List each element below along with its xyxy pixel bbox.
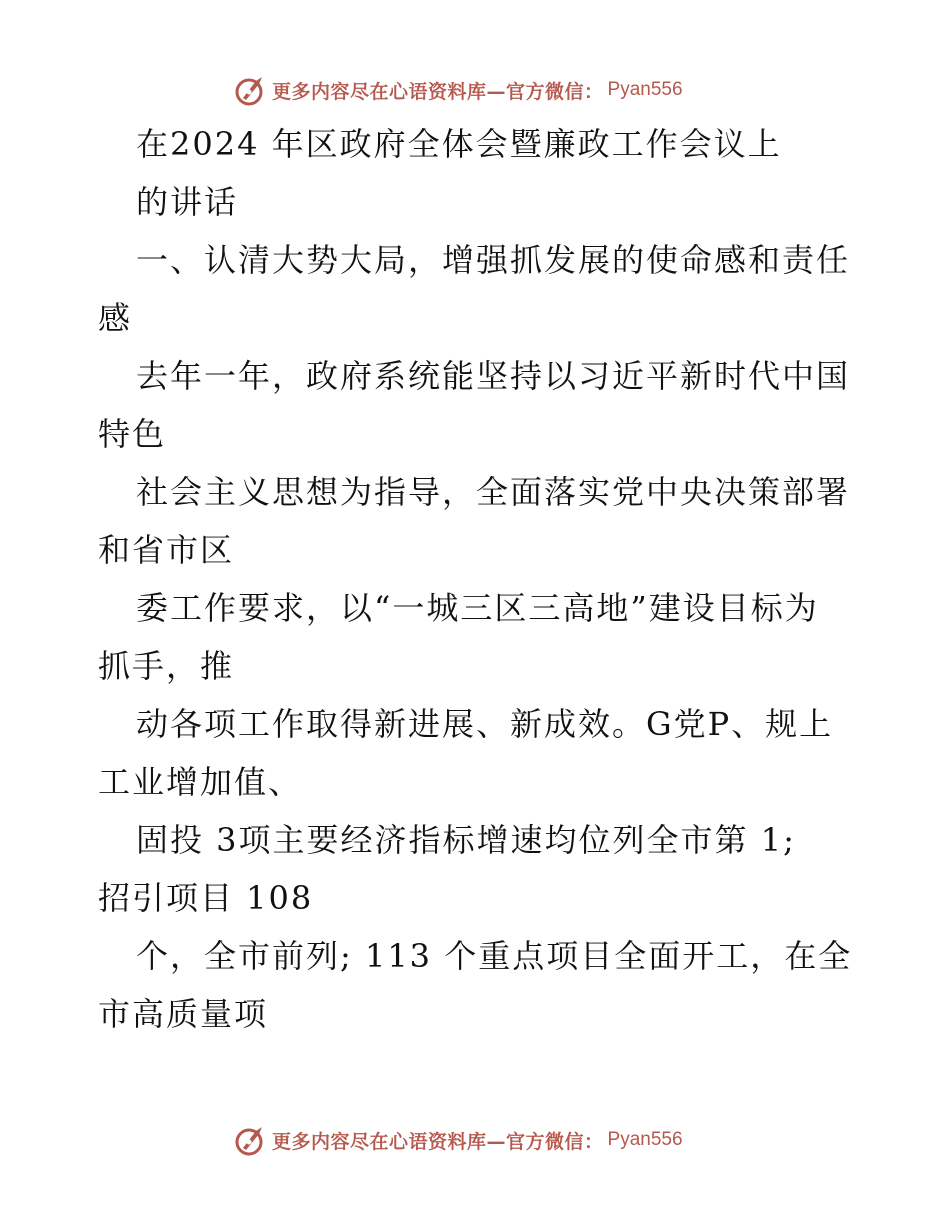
text-line: 工业增加值、 [98,763,303,801]
text-line: 委工作要求，以“一城三区三高地”建设目标为 [136,589,819,627]
watermark-footer [234,1122,683,1158]
text-line: 个，全市前列; 113 个重点项目全面开工，在全 [136,937,853,975]
text-line: 感 [98,299,133,337]
watermark-header [234,72,683,108]
text-line: 和省市区 [98,531,235,569]
text-line: 市高质量项 [98,995,269,1033]
text-line: 动各项工作取得新进展、新成效。G党P、规上 [136,705,834,743]
watermark-text: 更多内容尽在心语资料库—官方微信： [272,1130,604,1153]
text-line: 在2024 年区政府全体会暨廉政工作会议上 [136,125,782,163]
text-line: 抓手，推 [98,647,235,685]
watermark-wechat-id: Pyan556 [607,79,683,100]
pen-nib-logo-icon [234,73,268,107]
watermark-wechat-id: Pyan556 [607,1129,683,1150]
text-line: 一、认清大势大局，增强抓发展的使命感和责任 [136,241,851,279]
text-line: 招引项目 108 [98,879,314,917]
document-body [98,124,858,1052]
watermark-text: 更多内容尽在心语资料库—官方微信： [272,80,604,103]
text-line: 特色 [98,415,167,453]
text-line: 的讲话 [136,183,239,221]
text-line: 去年一年，政府系统能坚持以习近平新时代中国 [136,357,851,395]
text-line: 社会主义思想为指导，全面落实党中央决策部署 [136,473,851,511]
pen-nib-logo-icon [234,1123,268,1157]
text-line: 固投 3项主要经济指标增速均位列全市第 1; [136,821,796,859]
